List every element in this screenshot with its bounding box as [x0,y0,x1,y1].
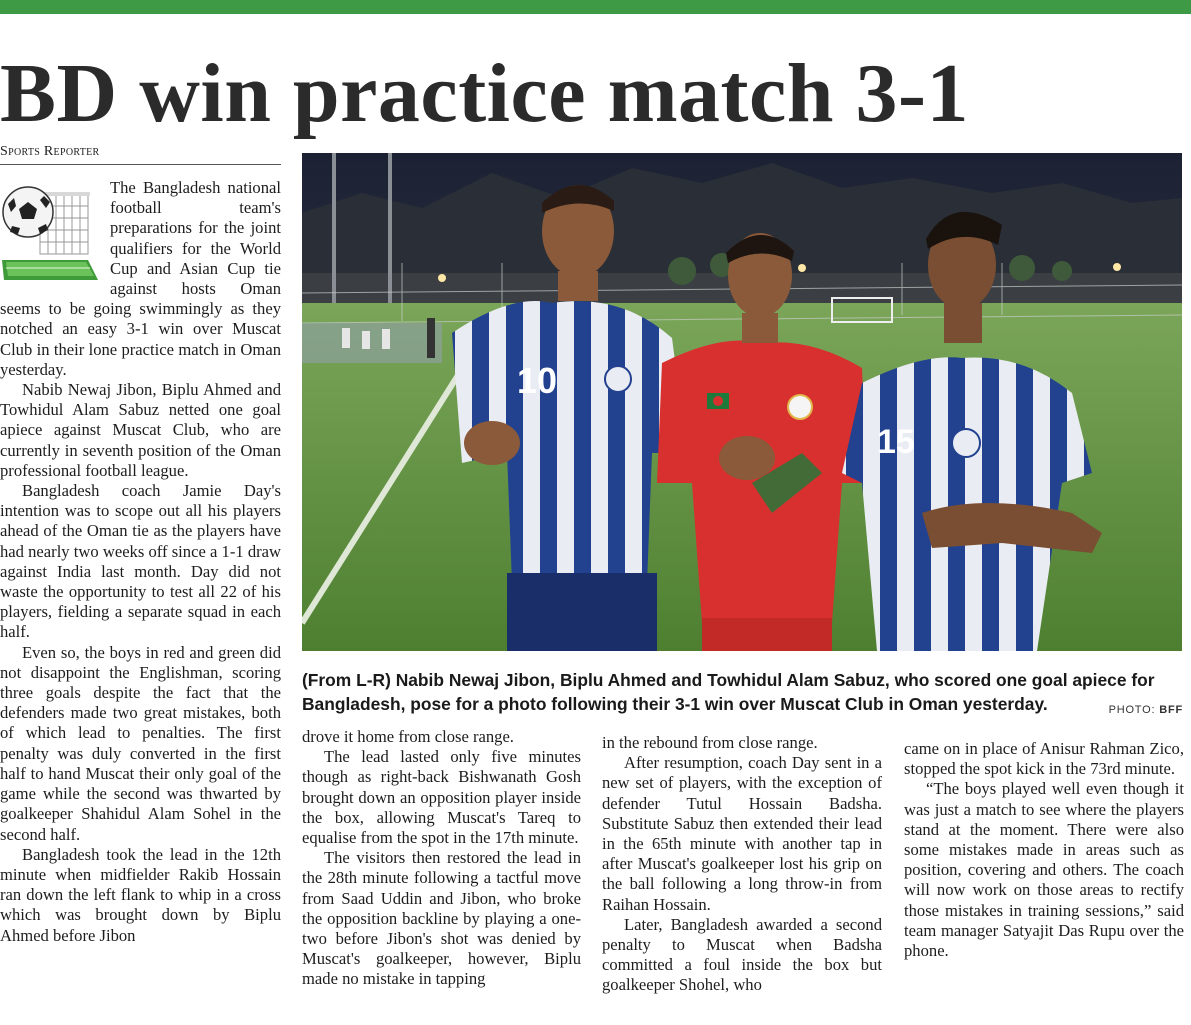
headline: BD win practice match 3-1 [0,47,969,140]
byline: Sports Reporter [0,144,281,165]
paragraph: The Bangladesh national football team's preparations for the joint qualifiers for the World Cup and Asian Cup tie against hosts Oman seems to be going swimmingly as they notched an easy 3-1 win over Muscat Club in their lone practice match in Oman yesterday. [0,178,281,379]
paragraph: in the rebound from close range. [602,733,818,752]
football-icon [0,182,100,282]
photo-credit-source: BFF [1159,704,1183,716]
article-column-4 [904,739,1184,1025]
paragraph: Nabib Newaj Jibon, Biplu Ahmed and Towhidul Alam Sabuz netted one goal apiece against Muscat Club, who are currently in seventh position of the Oman professional football league. [0,380,281,480]
photo-credit [1109,704,1183,716]
jersey-number-15: 15 [877,423,915,461]
paragraph: Bangladesh coach Jamie Day's intention was to scope out all his players ahead of the Oman tie as the players have had nearly two weeks off since a 1-1 draw against India last month. Day did not waste the opportunity to test all 22 of his players, fielding a separate squad in each half. [0,481,281,642]
photo-caption: (From L-R) Nabib Newaj Jibon, Biplu Ahmed and Towhidul Alam Sabuz, who scored one goal apiece for Bangladesh, pose for a photo following their 3-1 win over Muscat Club in Oman yesterday. [302,670,1155,714]
article-column-2 [302,727,581,1025]
paragraph: came on in place of Anisur Rahman Zico, stopped the spot kick in the 73rd minute. [904,739,1184,779]
photo-credit-label: PHOTO: [1108,704,1156,716]
paragraph: Bangladesh took the lead in the 12th minute when midfielder Rakib Hossain ran down the left flank to whip in a cross which was brought down by Biplu Ahmed before Jibon [0,844,281,945]
article-column-3 [602,733,882,1025]
article-column-1 [0,178,281,1025]
top-color-bar [0,0,1191,14]
paragraph: Even so, the boys in red and green did not disappoint the Englishman, scoring three goals despite the fact that the defenders made two great mistakes, both of which lead to penalties. The first penalty was duly converted in the first half to hand Muscat their only goal of the game while the second was thwarted by goalkeeper Shahidul Alam Sohel in the second half. [0,642,281,844]
paragraph: “The boys played well even though it was just a match to see where the players stand at the moment. There were also some mistakes made in areas such as position, covering and others. The coach will now work on those areas to rectify those mistakes in training sessions,” said team manager Satyajit Das Rupu over the phone. [904,779,1184,961]
jersey-number-10: 10 [517,360,558,401]
paragraph: Later, Bangladesh awarded a second penalty to Muscat when Badsha committed a foul inside the box but goalkeeper Shohel, who [602,914,882,995]
paragraph: The lead lasted only five minutes though as right-back Bishwanath Gosh brought down an opposition player inside the box, allowing Muscat's Tareq to equalise from the spot in the 17th minute. [302,747,581,848]
team-photo [302,153,1182,651]
paragraph: After resumption, coach Day sent in a new set of players, with the exception of defender Tutul Hossain Badsha. Substitute Sabuz then extended their lead in the 65th minute with another tap in after Muscat's goalkeeper lost his grip on the ball following a long throw-in from Raihan Hossain. [602,753,882,914]
paragraph: drove it home from close range. [302,727,514,746]
paragraph: The visitors then restored the lead in the 28th minute following a tactful move from Saad Uddin and Jibon, who broke the opposition backline by playing a one-two before Jibon's shot was denied by Muscat's goalkeeper, however, Biplu made no mistake in tapping [302,848,581,989]
